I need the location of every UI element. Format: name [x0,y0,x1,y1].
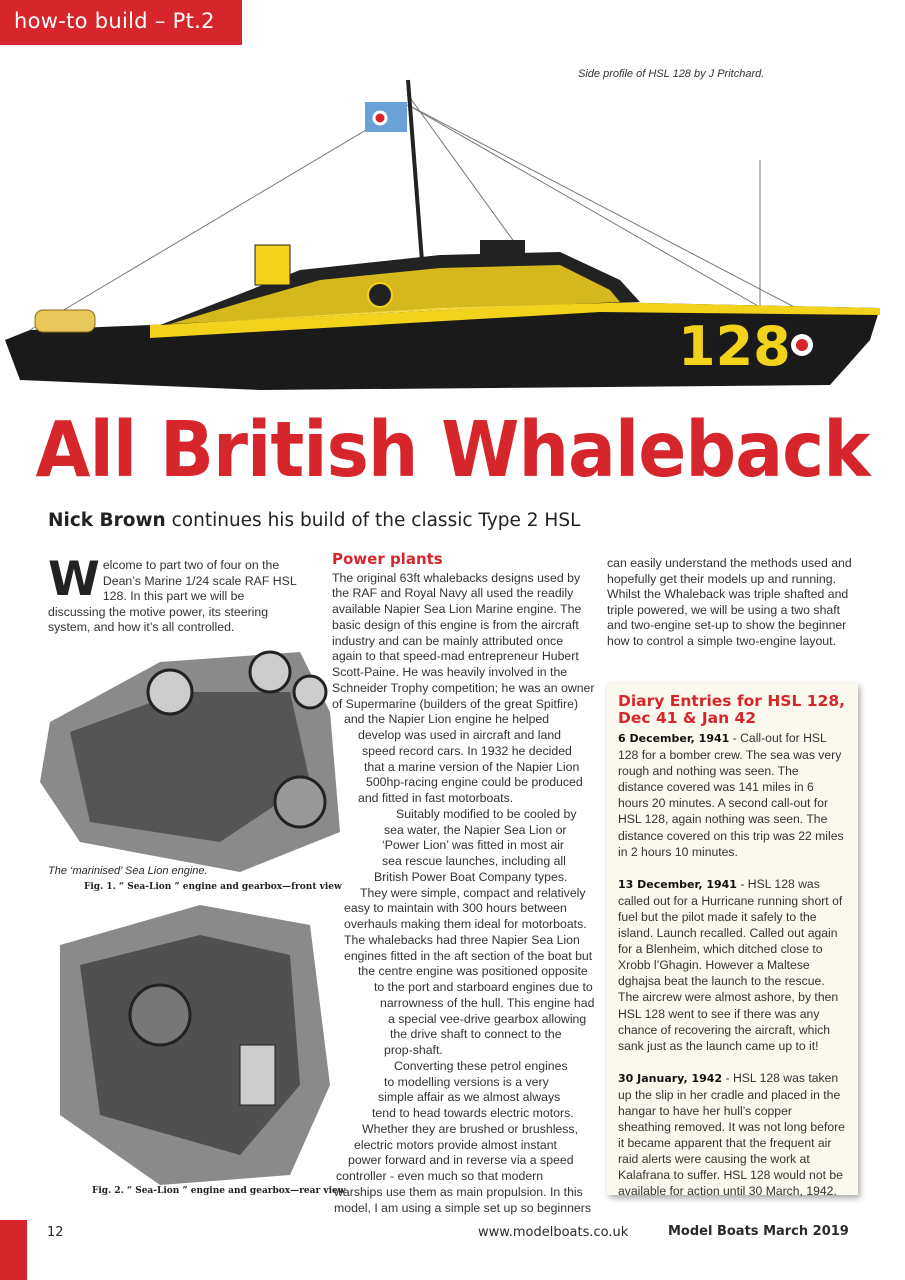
body-text-line: to the port and starboard engines due to [374,980,593,995]
entry-text: - HSL 128 was called out for a Hurricane running short of fuel but the pilot made it safely to the island. Launch recalled. Called out again for a Blenheim, which ditched close to Xrobb l’Ghagin. However a Maltese dghajsa beat the launch to the rescue. The aircrew were almost ashore, by then HSL 128 went to see if there was any chance of recovering the aircraft, which sank just as the launch came up to it! [618,876,843,1053]
body-text-line: Suitably modified to be cooled by [396,806,577,821]
diary-entry [618,876,847,1054]
body-text-line: electric motors provide almost instant [354,1137,557,1152]
body-text-line: that a marine version of the Napier Lion [364,759,580,774]
body-text-line: power forward and in reverse via a speed [348,1153,574,1168]
body-text-line: a special vee-drive gearbox allowing [388,1011,587,1026]
body-text-line: sea water, the Napier Sea Lion or [384,822,567,837]
article-subtitle [48,510,580,531]
power-plants-section [332,552,602,1216]
body-text-line: 500hp-racing engine could be produced [366,775,583,790]
intro-text: elcome to part two of four on the Dean’s Marine 1/24 scale RAF HSL 128. In this part we will be discussing the motive power, its steering system, and how it’s all controlled. [48,558,297,635]
engine-caption: The ‘marinised’ Sea Lion engine. [48,865,208,877]
roundel-icon [791,334,813,356]
page-number: 12 [47,1225,64,1240]
body-text-line: simple affair as we almost always [378,1090,561,1105]
body-text-line: the drive shaft to connect to the [390,1027,562,1042]
body-text-line: The original 63ft whalebacks designs used by [332,570,581,585]
diary-entry [618,730,847,860]
article-title: All British Whaleback [35,404,870,495]
footer-accent-bar [0,1220,27,1280]
body-text-line: Converting these petrol engines [394,1058,568,1073]
body-text-line: and fitted in fast motorboats. [358,791,514,806]
body-text-line: the RAF and Royal Navy all used the readily [332,586,574,601]
body-text-line: overhauls making them ideal for motorboats. [344,917,587,932]
figure-1-caption: Fig. 1. “ Sea-Lion ” engine and gearbox—front view [84,882,342,892]
flag-icon [365,102,407,132]
body-text-line: Schneider Trophy competition; he was an owner [332,680,595,695]
section-heading: Power plants [332,550,443,568]
body-text-line: British Power Boat Company types. [374,869,568,884]
hull-number: 128 [678,315,791,378]
body-text-line: ‘Power Lion’ was fitted in most air [382,838,565,853]
body-text-line: of Supermarine (builders of the great Spitfire) [332,696,579,711]
body-text-line: industry and can be mainly attributed once [332,633,564,648]
figure-2-caption: Fig. 2. “ Sea-Lion ” engine and gearbox—rear view [92,1186,346,1196]
body-text-line: prop-shaft. [384,1043,443,1058]
body-text-line: available Napier Sea Lion Marine engine. The [332,602,582,617]
section-tab: how-to build – Pt.2 [0,0,242,45]
entry-date: 6 December, 1941 [618,732,730,745]
body-text-line: model, I am using a simple set up so beginners [334,1200,592,1215]
body-text-line: sea rescue launches, including all [382,854,566,869]
body-text-line: narrowness of the hull. This engine had [380,995,595,1010]
engine-front-photo [40,632,340,882]
body-text-line: controller - even much so that modern [336,1169,544,1184]
body-text-line: engines fitted in the aft section of the boat but [344,948,593,963]
entry-text: - Call-out for HSL 128 for a bomber crew. The sea was very rough and nothing was seen. The distance covered was 141 miles in 6 hours 20 minutes. A second call-out for HSL 128, again nothing was seen. The distance covered on this trip was 22 miles in 2 hours 10 minutes. [618,731,844,859]
diary-box [607,683,858,1199]
body-text-line: develop was used in aircraft and land [358,728,562,743]
entry-text: - HSL 128 was taken up the slip in her cradle and placed in the hangar to have her hull’s copper sheathing removed. It was not long before it became apparent that the frequent air raid alerts were causing the work at Kalafrana to suffer. HSL 128 would not be available for action until 30 March, 1942. [618,1070,845,1199]
entry-date: 13 December, 1941 [618,877,737,891]
subtitle-text: continues his build of the classic Type 2 HSL [165,510,581,531]
body-text-line: and the Napier Lion engine he helped [344,712,550,727]
body-text-line: to modelling versions is a very [384,1074,549,1089]
body-text-line: again to that speed-mad entrepreneur Hubert [332,649,579,664]
body-text-line: They were simple, compact and relatively [360,885,586,900]
column-3-paragraph: can easily understand the methods used and hopefully get their models up and running. Whilst the Whaleback was triple shafted and triple powered, we will be using a two shaft and two-engine set-up to show the beginner how to control a simple two-engine layout. [607,556,852,648]
body-text-line: warships use them as main propulsion. In this [334,1184,583,1199]
boat-side-profile-illustration [0,40,905,402]
intro-paragraph [48,552,298,636]
drop-cap: W [48,552,100,607]
diary-title: Diary Entries for HSL 128, Dec 41 & Jan 42 [618,692,845,727]
body-text-line: speed record cars. In 1932 he decided [362,743,572,758]
author-name: Nick Brown [48,510,166,531]
body-text-line: Scott-Paine. He was heavily involved in the [332,665,568,680]
diary-entry [618,1070,847,1200]
website-url[interactable]: www.modelboats.co.uk [478,1225,629,1240]
body-text-line: basic design of this engine is from the aircraft [332,617,579,632]
engine-rear-photo [40,885,340,1190]
body-text-line: the centre engine was positioned opposite [358,964,588,979]
magazine-issue: Model Boats March 2019 [668,1224,849,1239]
entry-date: 30 January, 1942 [618,1071,723,1085]
body-text-line: tend to head towards electric motors. [372,1106,574,1121]
body-text-line: easy to maintain with 300 hours between [344,901,567,916]
body-text-line: Whether they are brushed or brushless, [362,1121,578,1136]
image-caption: Side profile of HSL 128 by J Pritchard. [578,68,765,80]
body-text-line: The whalebacks had three Napier Sea Lion [344,932,580,947]
